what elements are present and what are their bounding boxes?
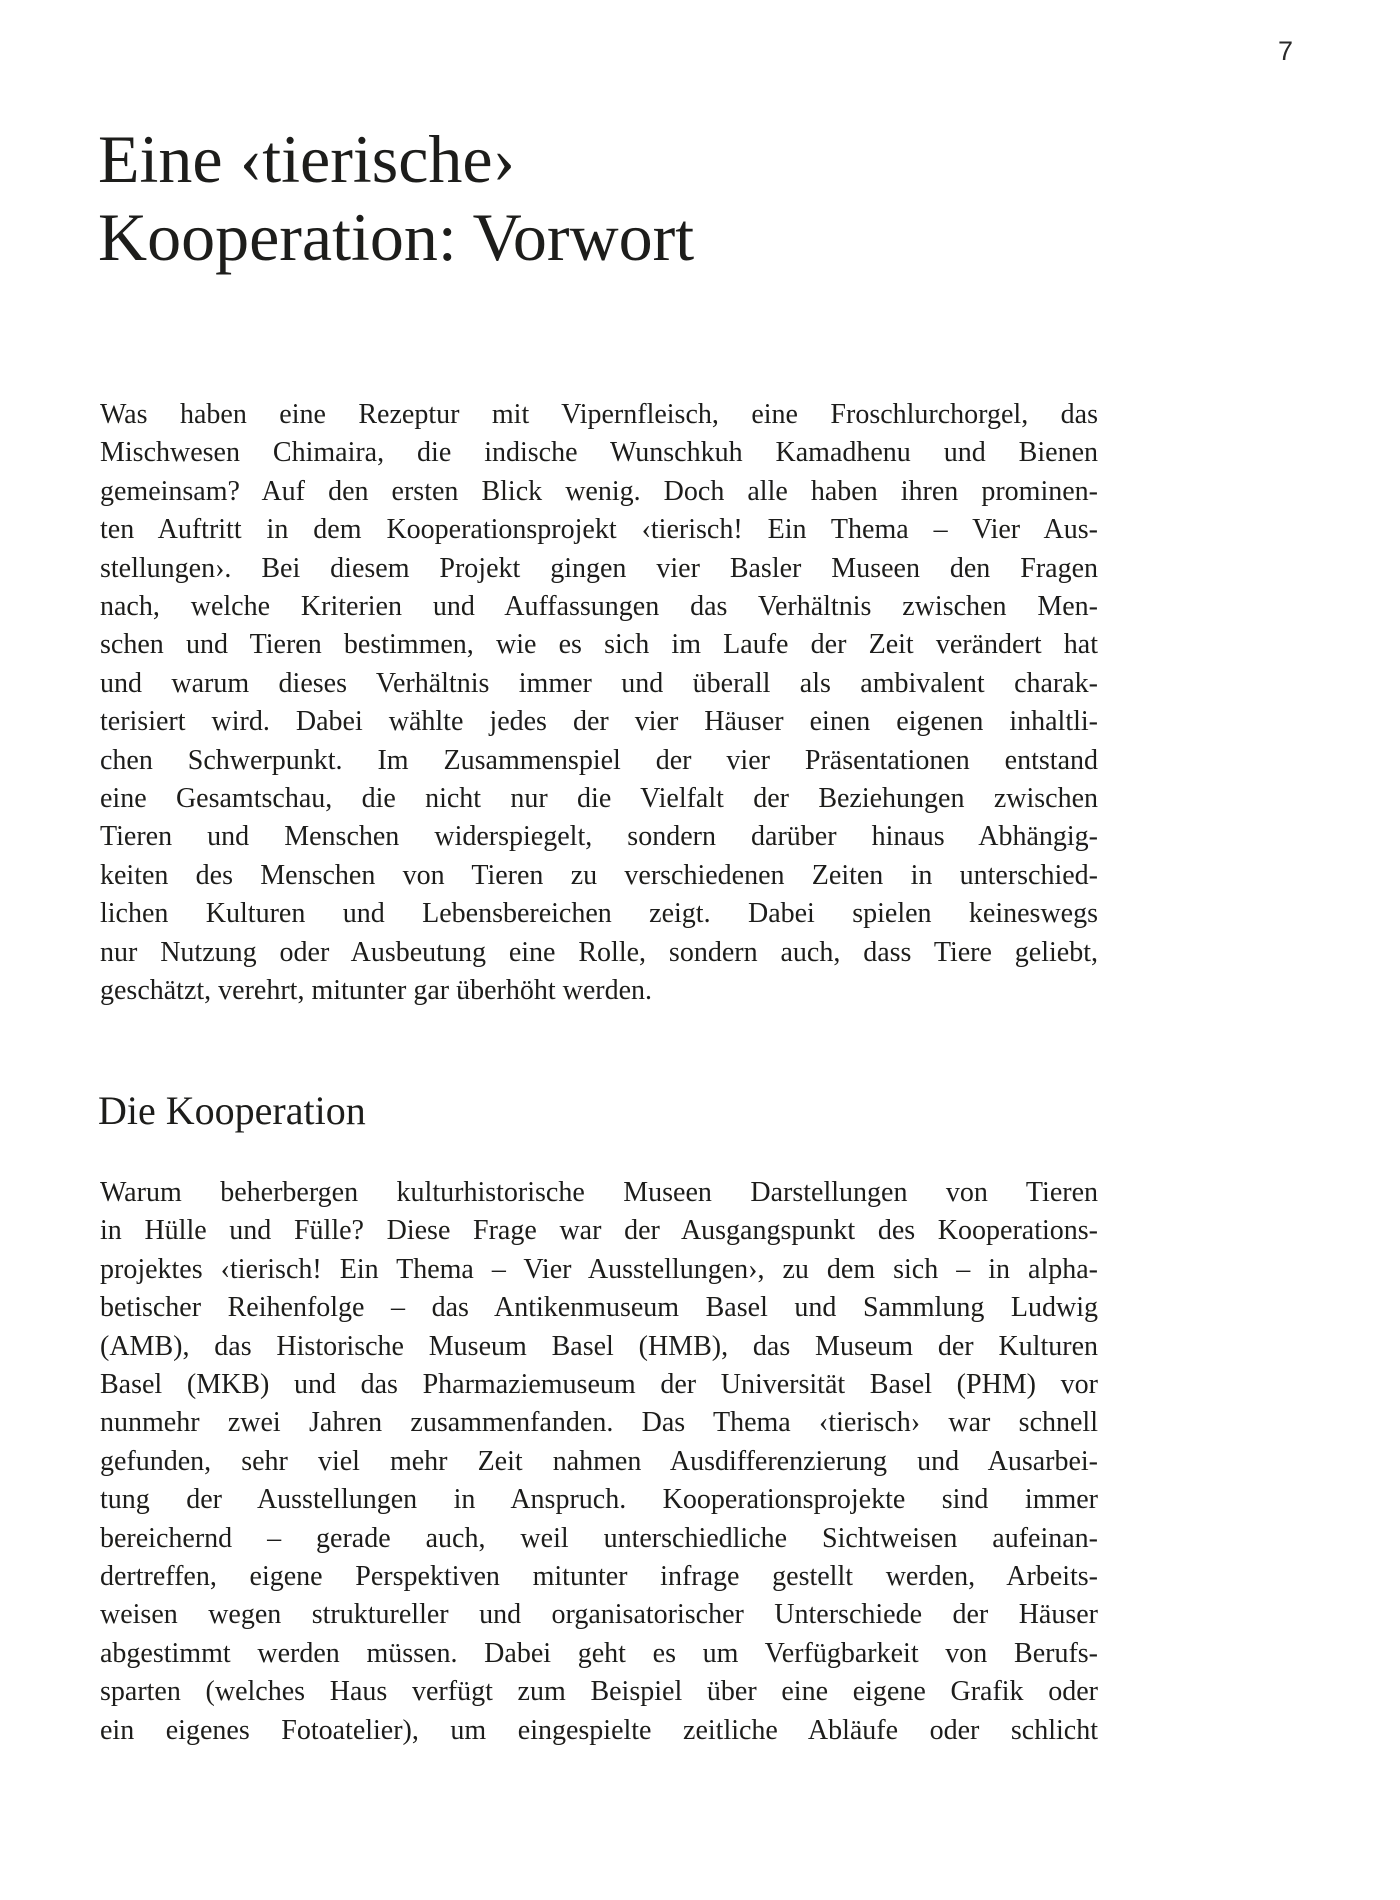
text-line: sparten (welches Haus verfügt zum Beispiel über eine eigene Grafik oder [100,1676,1098,1708]
text-line: schen und Tieren bestimmen, wie es sich im Laufe der Zeit verändert hat [100,629,1098,661]
text-line: Tieren und Menschen widerspiegelt, sondern darüber hinaus Abhängig- [100,821,1098,853]
text-line: Mischwesen Chimaira, die indische Wunschkuh Kamadhenu und Bienen [100,437,1098,469]
text-line: tung der Ausstellungen in Anspruch. Kooperationsprojekte sind immer [100,1484,1098,1516]
text-line: terisiert wird. Dabei wählte jedes der vier Häuser einen eigenen inhaltli- [100,706,1098,738]
text-line: dertreffen, eigene Perspektiven mitunter infrage gestellt werden, Arbeits- [100,1561,1098,1593]
text-line: ein eigenes Fotoatelier), um eingespielte zeitliche Abläufe oder schlicht [100,1714,1098,1746]
text-line: gemeinsam? Auf den ersten Blick wenig. Doch alle haben ihren prominen- [100,475,1098,507]
text-line: Warum beherbergen kulturhistorische Museen Darstellungen von Tieren [100,1177,1098,1208]
text-line: bereichernd – gerade auch, weil unterschiedliche Sichtweisen aufeinan- [100,1522,1098,1554]
text-line: in Hülle und Fülle? Diese Frage war der Ausgangspunkt des Kooperations- [100,1215,1098,1247]
text-line: und warum dieses Verhältnis immer und überall als ambivalent charak- [100,667,1098,699]
text-line: gefunden, sehr viel mehr Zeit nahmen Ausdifferenzierung und Ausarbei- [100,1445,1098,1477]
kooperation-paragraph [100,1174,1098,1750]
text-line: keiten des Menschen von Tieren zu verschiedenen Zeiten in unterschied- [100,859,1098,891]
text-line: projektes ‹tierisch! Ein Thema – Vier Ausstellungen›, zu dem sich – in alpha- [100,1253,1098,1285]
text-line: weisen wegen struktureller und organisatorischer Unterschiede der Häuser [100,1599,1098,1631]
page-title-line-2: Kooperation: Vorwort [98,199,695,275]
page-title-line-1: Eine ‹tierische› [98,121,516,197]
text-line: lichen Kulturen und Lebensbereichen zeigt. Dabei spielen keineswegs [100,898,1098,930]
text-line: eine Gesamtschau, die nicht nur die Vielfalt der Beziehungen zwischen [100,783,1098,815]
text-line: nur Nutzung oder Ausbeutung eine Rolle, sondern auch, dass Tiere geliebt, [100,936,1098,968]
text-line: geschätzt, verehrt, mitunter gar überhöht werden. [100,975,653,1007]
page-title [98,120,694,276]
text-line: stellungen›. Bei diesem Projekt gingen vier Basler Museen den Fragen [100,552,1098,584]
text-line: betischer Reihenfolge – das Antikenmuseum Basel und Sammlung Ludwig [100,1292,1098,1324]
text-line: chen Schwerpunkt. Im Zusammenspiel der vier Präsentationen entstand [100,744,1098,776]
section-heading: Die Kooperation [98,1088,366,1133]
text-line: Basel (MKB) und das Pharmaziemuseum der Universität Basel (PHM) vor [100,1369,1098,1401]
text-line: Was haben eine Rezeptur mit Vipernfleisch, eine Froschlurchorgel, das [100,399,1098,430]
text-line: abgestimmt werden müssen. Dabei geht es um Verfügbarkeit von Berufs- [100,1637,1098,1669]
text-line: nach, welche Kriterien und Auffassungen das Verhältnis zwischen Men- [100,591,1098,623]
page-number: 7 [1278,36,1294,66]
text-line: nunmehr zwei Jahren zusammenfanden. Das Thema ‹tierisch› war schnell [100,1407,1098,1439]
intro-paragraph [100,396,1098,1011]
text-line: ten Auftritt in dem Kooperationsprojekt ‹tierisch! Ein Thema – Vier Aus- [100,514,1098,546]
text-line: (AMB), das Historische Museum Basel (HMB), das Museum der Kulturen [100,1330,1098,1362]
